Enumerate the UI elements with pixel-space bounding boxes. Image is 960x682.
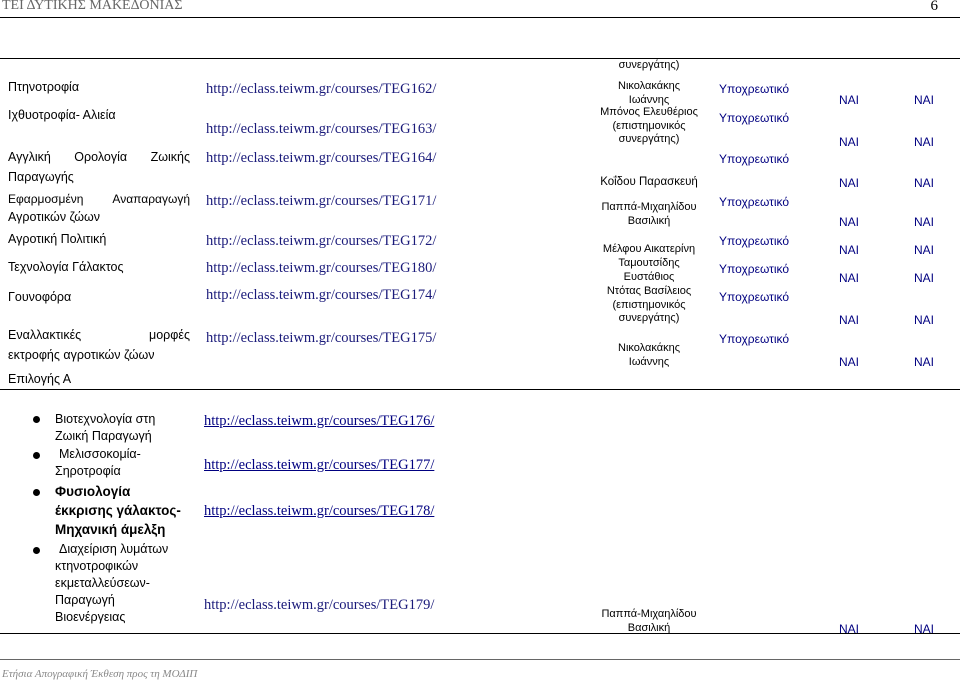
subject-item: Παραγωγής [8,170,74,184]
instructor-line: Ντότας Βασίλειος [606,285,692,297]
course-link[interactable]: http://eclass.teiwm.gr/courses/TEG171/ [206,193,437,209]
instructor-line: Κοΐδου Παρασκευή [600,176,698,188]
instructor [574,176,724,190]
instructor-note-continued: συνεργάτης) [618,59,680,71]
course-link[interactable]: http://eclass.teiwm.gr/courses/TEG175/ [206,330,437,346]
subject-word: Ορολογία [74,150,128,164]
instructor [574,106,724,147]
course-type: Υποχρεωτικό [719,152,790,166]
elective-line: Βιοτεχνολογία στη [55,412,156,426]
bullet-icon [33,547,40,554]
subject-word: Εναλλακτικές [8,328,82,342]
instructor-line: Παππά-Μιχαηλίδου [601,608,697,620]
elective-line: εκμεταλλεύσεων- [55,576,150,590]
yes-value: ΝΑΙ [839,355,860,369]
subject-item: Αγροτική Πολιτική [8,232,107,246]
yes-value: ΝΑΙ [914,215,935,229]
instructor [574,342,724,369]
bullet-icon [33,489,40,496]
instructor-line: Νικολακάκης [618,342,680,354]
yes-value: ΝΑΙ [839,93,860,107]
course-type: Υποχρεωτικό [719,290,790,304]
course-type: Υποχρεωτικό [719,332,790,346]
header-rule [0,17,960,18]
course-link[interactable]: http://eclass.teiwm.gr/courses/TEG172/ [206,233,437,249]
subject-item [8,147,190,167]
instructor [574,80,724,107]
instructor-line: Μέλφου Αικατερίνη [602,243,696,255]
instructor-line: (επιστημονικός [612,119,686,132]
document-header-title: ΤΕΙ ΔΥΤΙΚΗΣ ΜΑΚΕΔΟΝΙΑΣ [2,0,183,13]
course-type: Υποχρεωτικό [719,111,790,125]
course-link[interactable]: http://eclass.teiwm.gr/courses/TEG180/ [206,260,437,276]
instructor-line: Μπόνος Ελευθέριος [600,106,698,118]
instructor-line: συνεργάτης) [618,133,680,145]
elective-line: κτηνοτροφικών [55,559,139,573]
instructor [574,243,724,257]
yes-value: ΝΑΙ [839,271,860,285]
course-type: Υποχρεωτικό [719,262,790,276]
yes-value: ΝΑΙ [839,215,860,229]
yes-value: ΝΑΙ [914,355,935,369]
instructor-line: Παππά-Μιχαηλίδου [601,201,697,213]
subject-item: Επιλογής Α [8,372,72,386]
page-number: 6 [930,0,938,14]
subject-item: Τεχνολογία Γάλακτος [8,260,124,274]
elective-item [55,411,155,445]
subject-word: Εφαρμοσμένη [8,192,84,206]
elective-line: Σηροτροφία [55,464,121,478]
subject-item: Πτηνοτροφία [8,80,80,94]
yes-value: ΝΑΙ [914,313,935,327]
yes-value: ΝΑΙ [839,176,860,190]
course-link[interactable]: http://eclass.teiwm.gr/courses/TEG174/ [206,287,437,303]
subject-word: Ζωικής [150,150,190,164]
instructor [574,285,724,326]
bullet-icon [33,416,40,423]
course-link[interactable]: http://eclass.teiwm.gr/courses/TEG164/ [206,150,437,166]
yes-value: ΝΑΙ [914,271,935,285]
instructor [574,257,724,284]
instructor-line: Ταμουτσίδης [618,257,680,269]
elective-line: Ζωική Παραγωγή [55,429,152,443]
elective-line: Διαχείριση λυμάτων [59,542,169,556]
elective-line: Παραγωγή [55,593,115,607]
footer-rule [0,659,960,660]
elective-course-link[interactable]: http://eclass.teiwm.gr/courses/TEG176/ [204,413,435,429]
table-bottom-border [0,633,960,634]
yes-value: ΝΑΙ [914,622,935,636]
instructor-line: συνεργάτης) [618,312,680,324]
table-mid-border [0,389,960,390]
instructor-line: Βασιλική [627,621,671,634]
yes-value: ΝΑΙ [839,622,860,636]
instructor-line: Ιωάννης [628,93,670,106]
instructor-line: Ευστάθιος [623,270,675,283]
yes-value: ΝΑΙ [914,93,935,107]
table-top-border [0,58,960,59]
elective-item [55,541,168,626]
yes-value: ΝΑΙ [839,135,860,149]
elective-course-link[interactable]: http://eclass.teiwm.gr/courses/TEG178/ [204,503,435,519]
course-type: Υποχρεωτικό [719,82,790,96]
instructor-line: Νικολακάκης [618,80,680,92]
elective-course-link[interactable]: http://eclass.teiwm.gr/courses/TEG179/ [204,597,435,613]
yes-value: ΝΑΙ [839,313,860,327]
instructor-line: Ιωάννης [628,355,670,368]
elective-instructor [574,608,724,635]
yes-value: ΝΑΙ [914,176,935,190]
yes-value: ΝΑΙ [914,135,935,149]
instructor-line: Βασιλική [627,214,671,227]
subject-item [8,189,190,209]
document-footer: Ετήσια Απογραφική Έκθεση προς τη ΜΟΔΙΠ [2,668,198,680]
elective-item [55,482,181,539]
subject-item: Αγροτικών ζώων [8,210,100,224]
subject-item: Γουνοφόρα [8,290,72,304]
subject-word: μορφές [149,328,190,342]
elective-line: Μηχανική άμελξη [55,522,166,537]
course-link[interactable]: http://eclass.teiwm.gr/courses/TEG162/ [206,81,437,97]
yes-value: ΝΑΙ [839,243,860,257]
subject-word: Αγγλική [8,150,51,164]
elective-course-link[interactable]: http://eclass.teiwm.gr/courses/TEG177/ [204,457,435,473]
elective-line: Φυσιολογία [55,484,131,499]
bullet-icon [33,452,40,459]
subject-item: Ιχθυοτροφία- Αλιεία [8,108,116,122]
elective-line: Μελισσοκομία- [59,447,141,461]
course-type: Υποχρεωτικό [719,195,790,209]
course-link[interactable]: http://eclass.teiwm.gr/courses/TEG163/ [206,121,437,137]
subject-item: εκτροφής αγροτικών ζώων [8,348,155,362]
elective-item [55,446,141,480]
elective-line: Βιοενέργειας [55,610,126,624]
subject-item [8,325,190,345]
instructor [574,201,724,228]
instructor-line: (επιστημονικός [612,298,686,311]
course-type: Υποχρεωτικό [719,234,790,248]
subject-word: Αναπαραγωγή [112,192,190,206]
yes-value: ΝΑΙ [914,243,935,257]
elective-line: έκκρισης γάλακτος- [55,503,181,518]
